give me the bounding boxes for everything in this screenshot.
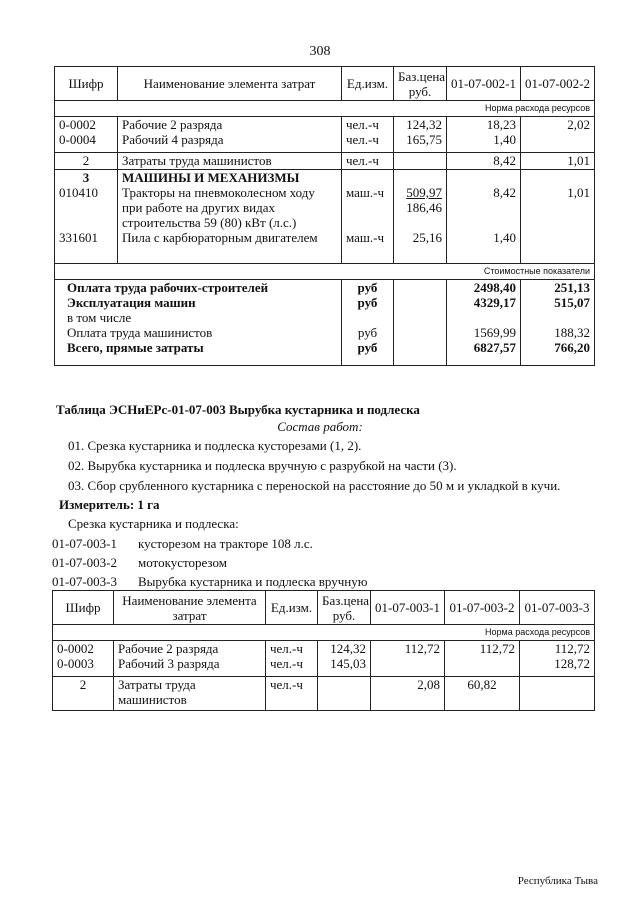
variant-code: 01-07-003-3 bbox=[52, 574, 117, 589]
work-composition-title: Состав работ: bbox=[277, 419, 363, 434]
resource-table-1 bbox=[54, 66, 595, 366]
header-name: Наименование элемента затрат bbox=[114, 591, 266, 625]
footer-region: Республика Тыва bbox=[517, 875, 598, 887]
measure-unit: Измеритель: 1 га bbox=[59, 497, 160, 512]
header-col-2: 01-07-003-2 bbox=[445, 591, 520, 625]
header-col-1: 01-07-002-1 bbox=[447, 67, 521, 101]
table-header-row bbox=[53, 591, 595, 625]
header-code: Шифр bbox=[53, 591, 114, 625]
row-code: 0-0002 0-0004 bbox=[55, 117, 118, 153]
work-step: 01. Срезка кустарника и подлеска кусторезами (1, 2). bbox=[68, 438, 362, 453]
table-header-row bbox=[55, 67, 595, 101]
table-row bbox=[55, 117, 595, 153]
header-col-2: 01-07-002-2 bbox=[521, 67, 595, 101]
header-col-3: 01-07-003-3 bbox=[520, 591, 595, 625]
cost-label: Стоимостные показатели bbox=[55, 264, 595, 280]
variant-code: 01-07-003-1 bbox=[52, 536, 117, 551]
header-price: Баз.цена руб. bbox=[394, 67, 447, 101]
header-code: Шифр bbox=[55, 67, 118, 101]
row-price: 124,32 165,75 bbox=[394, 117, 447, 153]
header-unit: Ед.изм. bbox=[342, 67, 394, 101]
work-step: 02. Вырубка кустарника и подлеска вручную с разрубкой на части (3). bbox=[68, 458, 457, 473]
header-unit: Ед.изм. bbox=[266, 591, 318, 625]
norm-label: Норма расхода ресурсов bbox=[55, 101, 595, 117]
table-row: 0-0002 0-0003 Рабочие 2 разряда Рабочий 3 разряда чел.-ч чел.-ч 124,32 145,03 112,72 112,72 112,72 128,72 bbox=[53, 641, 595, 677]
header-price: Баз.цена руб. bbox=[318, 591, 371, 625]
table-row: 2 Затраты труда машинистов чел.-ч 8,42 1,01 bbox=[55, 153, 595, 170]
summary-block: Оплата труда рабочих-строителей Эксплуатация машин в том числе Оплата труда машинистов Всего, прямые затраты руб руб руб руб 2498,40 4329,17 1569,99 6827,57 251,13 515,07 188,32 766,20 bbox=[55, 280, 595, 366]
norm-label: Норма расхода ресурсов bbox=[53, 625, 595, 641]
norm-label-row bbox=[53, 625, 595, 641]
page-number: 308 bbox=[309, 44, 331, 59]
variants-title: Срезка кустарника и подлеска: bbox=[68, 516, 239, 531]
table-row: 3 010410 331601 МАШИНЫ И МЕХАНИЗМЫ Тракторы на пневмоколесном ходу при работе на других видах строительства 59 (80) кВт (л.с.) Пила с карбюраторным двигателем маш.-ч маш.-ч 509,97 186,46 25,16 8,42 1,40 1,01 bbox=[55, 170, 595, 264]
variant-code: 01-07-003-2 bbox=[52, 555, 117, 570]
row-unit: чел.-ч чел.-ч bbox=[342, 117, 394, 153]
header-col-1: 01-07-003-1 bbox=[371, 591, 445, 625]
norm-label-row bbox=[55, 101, 595, 117]
header-name: Наименование элемента затрат bbox=[118, 67, 342, 101]
row-value-2: 2,02 bbox=[521, 117, 595, 153]
table-title: Таблица ЭСНиЕРс-01-07-003 Вырубка кустарника и подлеска bbox=[56, 402, 420, 417]
cost-label-row bbox=[55, 264, 595, 280]
work-step: 03. Сбор срубленного кустарника с переноской на расстояние до 50 м и укладкой в кучи. bbox=[68, 478, 561, 493]
variant-text: Вырубка кустарника и подлеска вручную bbox=[138, 574, 368, 589]
variant-text: мотокусторезом bbox=[138, 555, 227, 570]
row-value-1: 18,23 1,40 bbox=[447, 117, 521, 153]
row-name: Рабочие 2 разряда Рабочий 4 разряда bbox=[118, 117, 342, 153]
variant-text: кусторезом на тракторе 108 л.с. bbox=[138, 536, 313, 551]
resource-table-2 bbox=[52, 590, 595, 711]
table-row: 2 Затраты труда машинистов чел.-ч 2,08 60,82 bbox=[53, 677, 595, 711]
